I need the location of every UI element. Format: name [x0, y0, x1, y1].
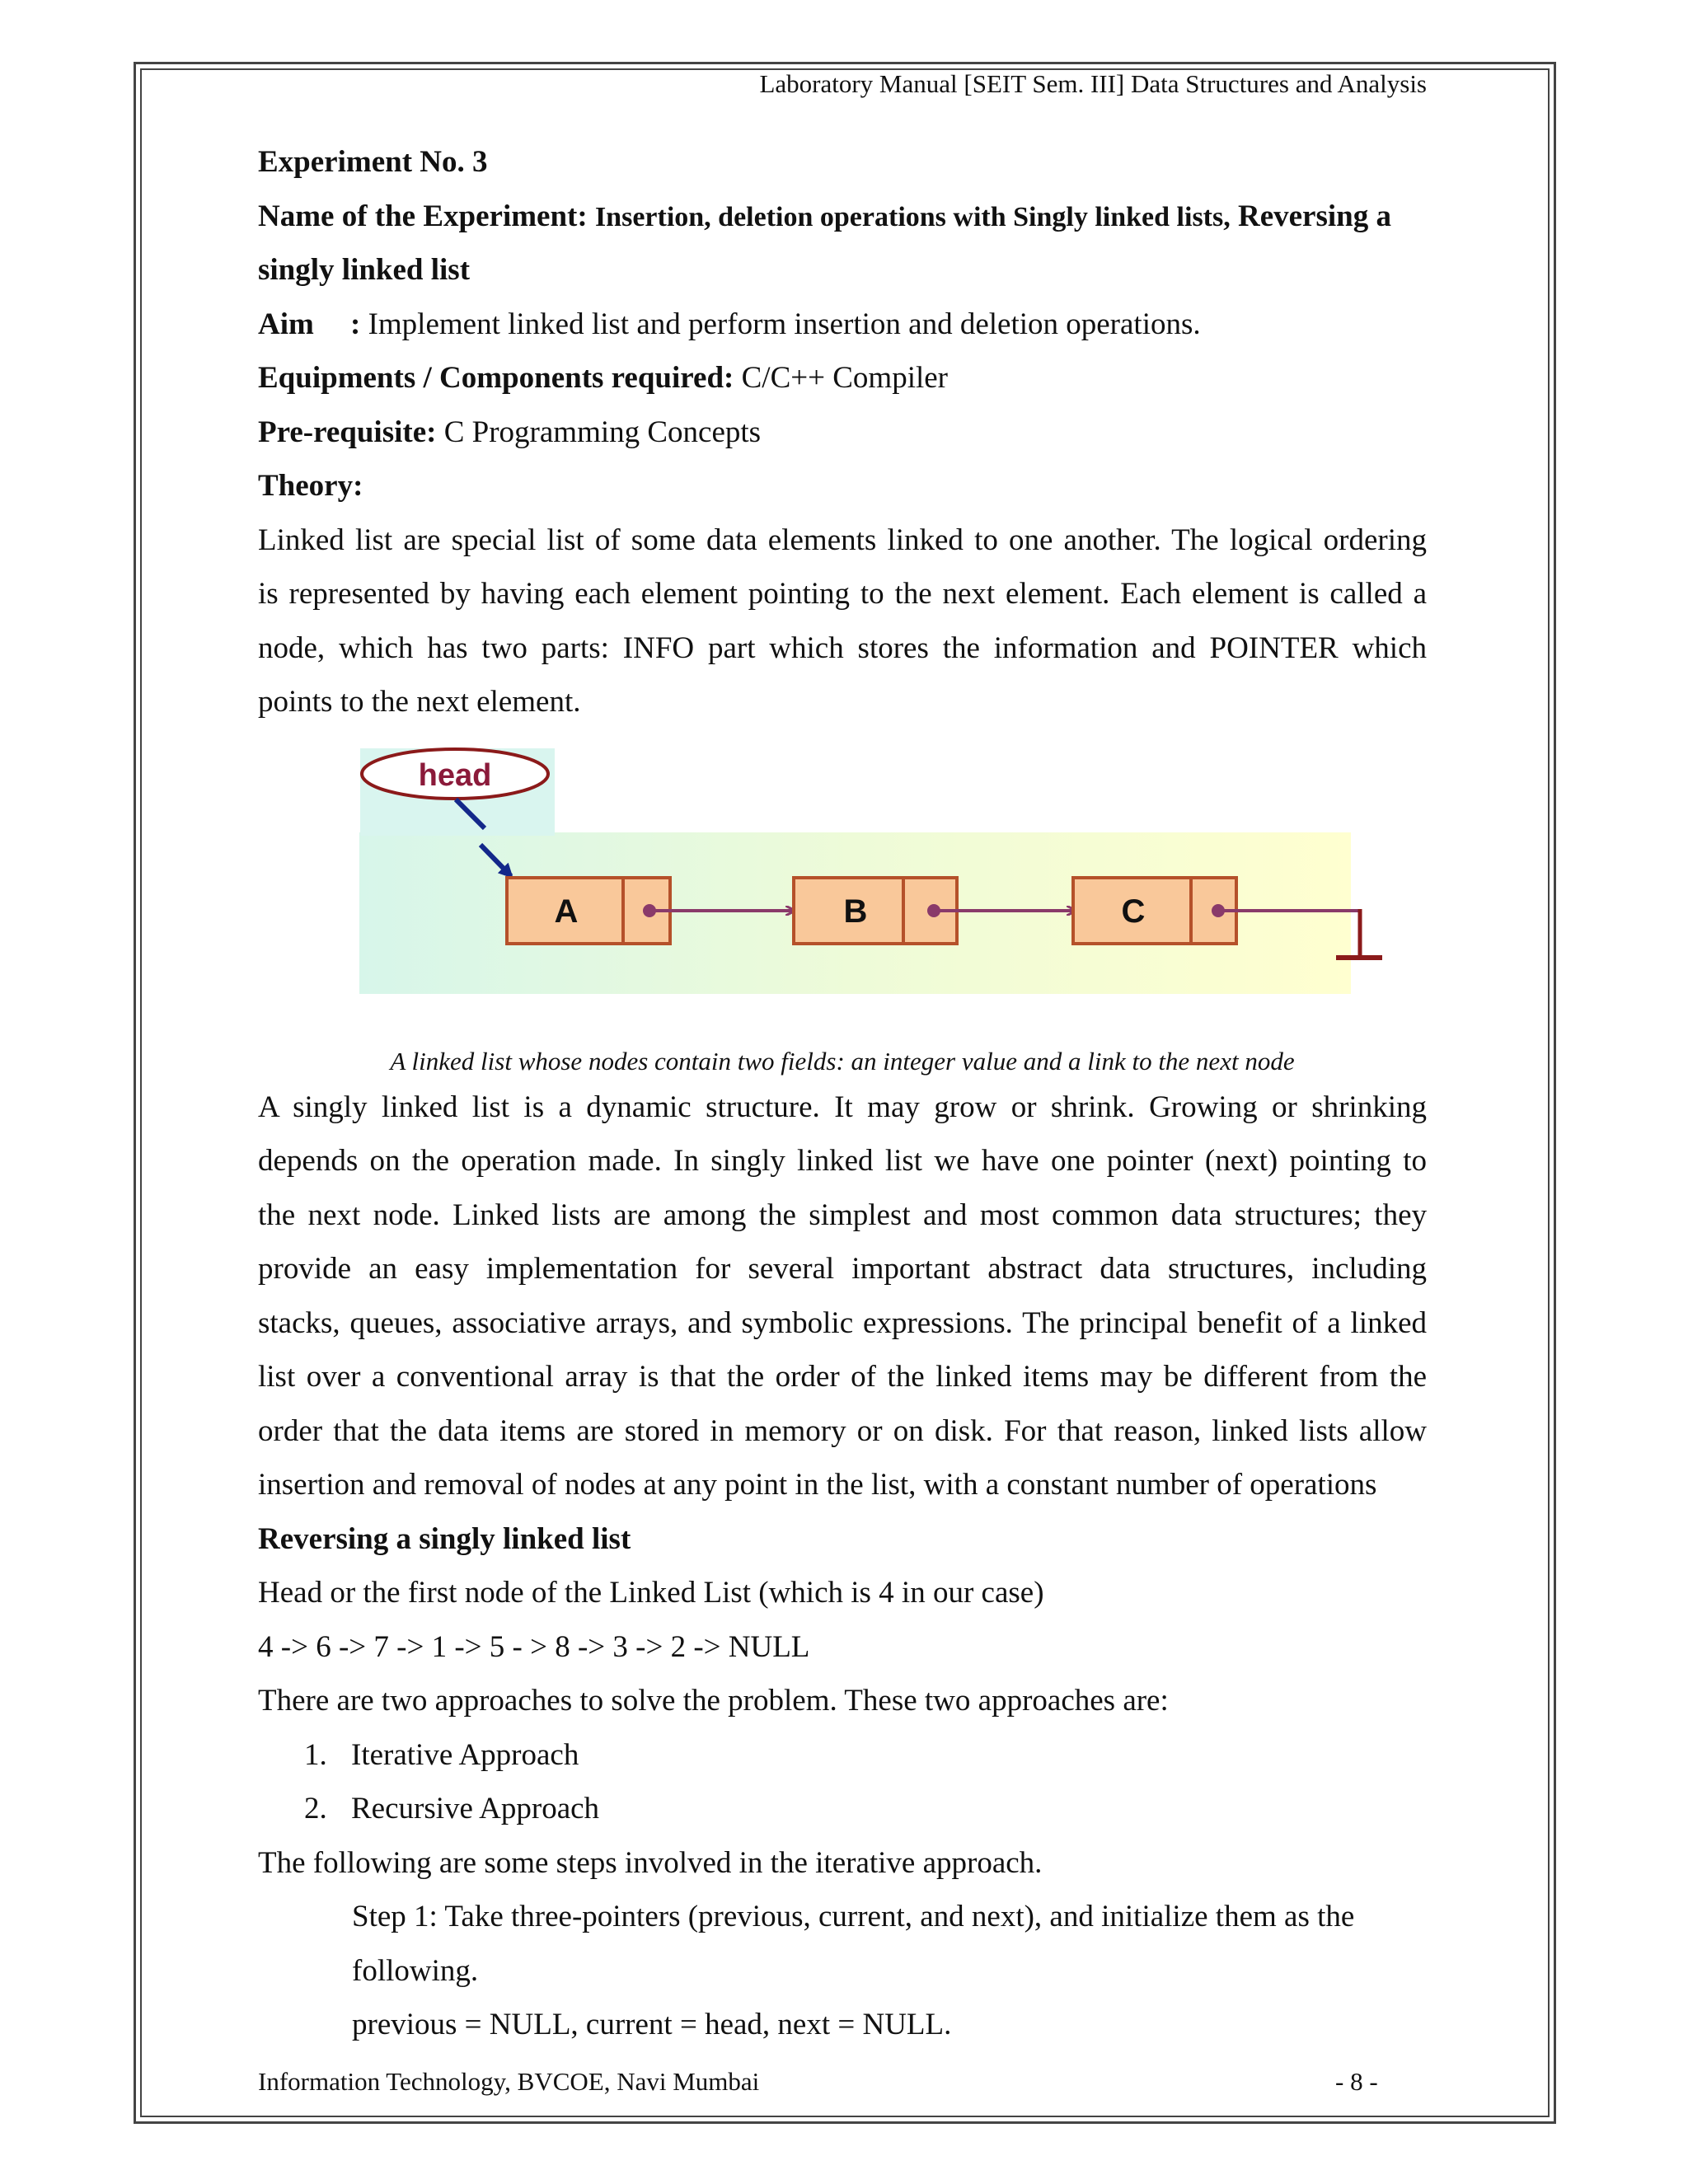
- list-text: Iterative Approach: [351, 1737, 579, 1772]
- node-c: [1073, 878, 1236, 944]
- list-text: Recursive Approach: [351, 1792, 600, 1825]
- experiment-number: Experiment No. 3: [258, 145, 488, 179]
- list-number: 2.: [304, 1792, 327, 1825]
- linked-list-example: 4 -> 6 -> 7 -> 1 -> 5 - > 8 -> 3 -> 2 -> NULL: [258, 1629, 810, 1664]
- theory-line: node, which has two parts: INFO part which stores the information and POINTER which: [258, 630, 1427, 665]
- linked-list-diagram: [258, 729, 1427, 1043]
- experiment-name-line1: [258, 190, 1427, 244]
- running-header: Laboratory Manual [SEIT Sem. III] Data Structures and Analysis: [759, 69, 1427, 98]
- paragraph-line: A singly linked list is a dynamic structure. It may grow or shrink. Growing or shrinking: [258, 1090, 1427, 1124]
- experiment-name-line2: singly linked list: [258, 253, 471, 287]
- node-label: A: [554, 893, 579, 930]
- theory-line: is represented by having each element pointing to the next element. Each element is called a: [258, 577, 1427, 611]
- reverse-line: There are two approaches to solve the problem. These two approaches are:: [258, 1684, 1169, 1718]
- paragraph-line: provide an easy implementation for several important abstract data structures, including: [258, 1252, 1427, 1286]
- aim-line: [258, 298, 1427, 352]
- experiment-name-label: Name of the Experiment:: [258, 199, 588, 233]
- paragraph-line: stacks, queues, associative arrays, and symbolic expressions. The principal benefit of a linked: [258, 1305, 1427, 1340]
- paragraph-line: order that the data items are stored in memory or on disk. For that reason, linked lists allow: [258, 1413, 1427, 1448]
- step-line: following.: [352, 1953, 479, 1988]
- paragraph-line: depends on the operation made. In singly linked list we have one pointer (next) pointing to: [258, 1144, 1427, 1178]
- equipment-text: C/C++ Compiler: [741, 361, 949, 395]
- theory-line: points to the next element.: [258, 685, 581, 719]
- experiment-name-part2: Reversing a: [1237, 199, 1391, 233]
- figure-caption: A linked list whose nodes contain two fields: an integer value and a link to the next node: [390, 1046, 1295, 1076]
- node-a: [507, 878, 670, 944]
- reverse-line: Head or the first node of the Linked List (which is 4 in our case): [258, 1576, 1044, 1610]
- approach-list-item: [258, 1728, 1427, 1783]
- step-line: Step 1: Take three-pointers (previous, current, and next), and initialize them as the: [352, 1900, 1355, 1933]
- reverse-heading: Reversing a singly linked list: [258, 1521, 631, 1556]
- aim-colon: :: [350, 307, 361, 341]
- equipment-label: Equipments / Components required:: [258, 361, 734, 395]
- node-b: [794, 878, 957, 944]
- equipment-line: [258, 351, 1427, 405]
- aim-label: Aim: [258, 307, 314, 341]
- prereq-text: C Programming Concepts: [443, 415, 762, 449]
- reverse-line: The following are some steps involved in the iterative approach.: [258, 1845, 1043, 1880]
- aim-text: Implement linked list and perform insertion and deletion operations.: [368, 307, 1201, 341]
- theory-line: Linked list are special list of some data elements linked to one another. The logical ordering: [258, 523, 1427, 557]
- step-line: previous = NULL, current = head, next = NULL.: [352, 2008, 952, 2041]
- linked-list-figure: [258, 729, 1427, 1043]
- paragraph-line: the next node. Linked lists are among the simplest and most common data structures; they: [258, 1197, 1427, 1232]
- page-content: [258, 135, 1427, 2052]
- prereq-line: [258, 405, 1427, 460]
- page-number: - 8 -: [1335, 2067, 1378, 2096]
- node-label: C: [1121, 893, 1146, 930]
- theory-heading: Theory:: [258, 469, 363, 503]
- head-label: head: [418, 757, 492, 793]
- approach-list-item: [258, 1782, 1427, 1836]
- experiment-name-part1: Insertion, deletion operations with Singly linked lists,: [594, 201, 1231, 232]
- paragraph-line: list over a conventional array is that the order of the linked items may be different from the: [258, 1360, 1427, 1394]
- prereq-label: Pre-requisite:: [258, 415, 437, 449]
- node-label: B: [843, 893, 868, 930]
- footer-institution: Information Technology, BVCOE, Navi Mumbai: [258, 2067, 760, 2096]
- list-number: 1.: [304, 1737, 327, 1772]
- paragraph-line: insertion and removal of nodes at any point in the list, with a constant number of operations: [258, 1468, 1377, 1502]
